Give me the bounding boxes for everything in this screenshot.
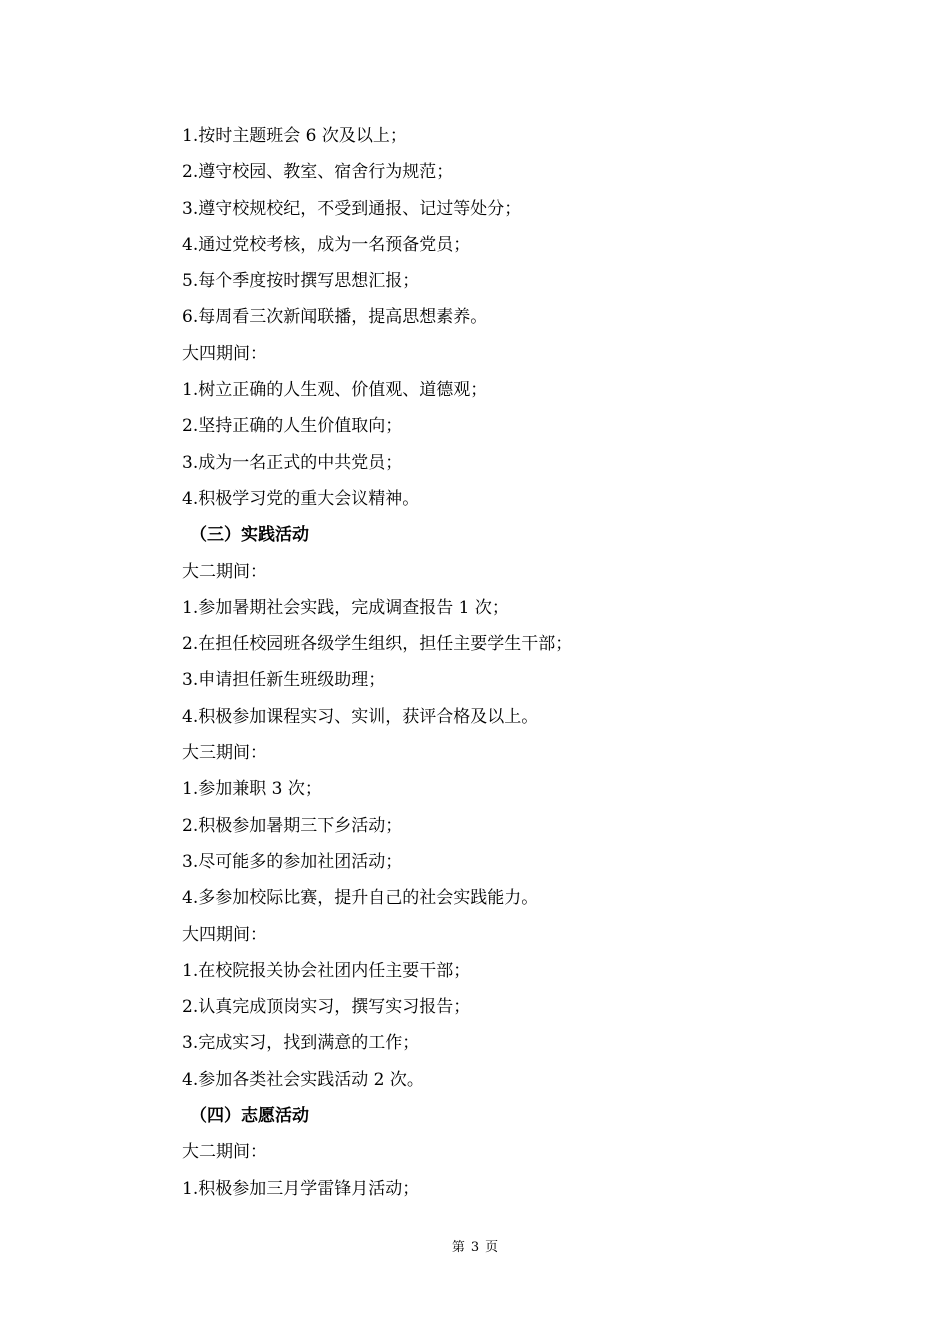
document-body [182,118,862,1207]
text-line: 1.树立正确的人生观、价值观、道德观； [182,380,488,401]
text-line: 4.通过党校考核，成为一名预备党员； [182,234,471,255]
text-line: 2.遵守校园、教室、宿舍行为规范； [182,162,454,183]
text-line: 2.在担任校园班各级学生组织，担任主要学生干部； [182,634,573,655]
text-line: 3.尽可能多的参加社团活动； [182,851,403,872]
text-line: 4.积极学习党的重大会议精神。 [182,488,420,509]
text-line: 2.坚持正确的人生价值取向； [182,416,403,437]
text-line: 3.申请担任新生班级助理； [182,670,386,691]
page-number: 3 [470,1240,480,1255]
page-footer [0,1238,950,1258]
page-number-prefix: 第 [451,1240,465,1255]
period-label: 大三期间： [182,743,267,764]
period-label: 大二期间： [182,1142,267,1163]
section-heading: （三）实践活动 [190,525,309,546]
period-label: 大四期间： [182,924,267,945]
text-line: 1.参加暑期社会实践，完成调查报告 1 次； [182,597,509,618]
page-number-suffix: 页 [485,1240,499,1255]
text-line: 2.积极参加暑期三下乡活动； [182,815,403,836]
text-line: 2.认真完成顶岗实习，撰写实习报告； [182,997,471,1018]
text-line: 3.完成实习，找到满意的工作； [182,1033,420,1054]
text-line: 1.积极参加三月学雷锋月活动； [182,1178,420,1199]
text-line: 1.在校院报关协会社团内任主要干部； [182,960,471,981]
text-line: 5.每个季度按时撰写思想汇报； [182,271,420,292]
text-line: 4.参加各类社会实践活动 2 次。 [182,1069,424,1090]
text-line: 4.多参加校际比赛，提升自己的社会实践能力。 [182,888,539,909]
text-line: 3.成为一名正式的中共党员； [182,452,403,473]
text-line: 3.遵守校规校纪，不受到通报、记过等处分； [182,198,522,219]
section-heading: （四）志愿活动 [190,1106,309,1127]
text-line: 4.积极参加课程实习、实训，获评合格及以上。 [182,706,539,727]
text-line: 1.参加兼职 3 次； [182,779,322,800]
text-line: 1.按时主题班会 6 次及以上； [182,126,407,146]
text-line: 6.每周看三次新闻联播，提高思想素养。 [182,307,488,328]
period-label: 大四期间： [182,343,267,364]
period-label: 大二期间： [182,561,267,582]
